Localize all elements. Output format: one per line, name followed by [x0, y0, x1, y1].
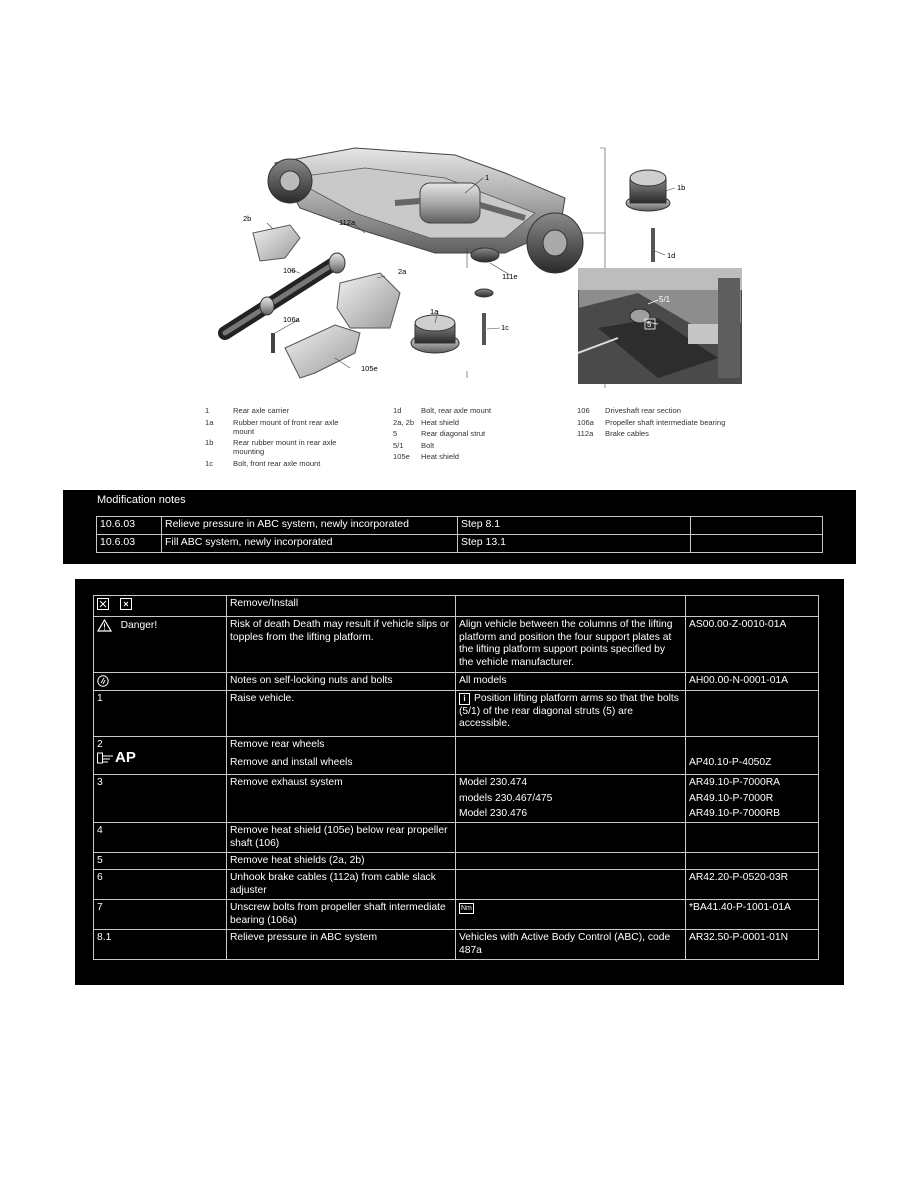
table-row [97, 517, 823, 535]
legend-item: 1b Rear rubber mount in rear axle mounting [205, 438, 337, 456]
step-action: Remove rear wheels [230, 739, 325, 750]
note-step-link[interactable]: Step 13.1 [458, 535, 691, 553]
figure-legend [205, 406, 765, 478]
table-row [94, 823, 819, 853]
collapse-icon[interactable] [120, 598, 132, 610]
step-action: Unscrew bolts from propeller shaft intermediate bearing (106a) [227, 900, 456, 930]
note-date: 10.6.03 [97, 535, 162, 553]
label-106: 106 [283, 266, 296, 275]
model-info: models 230.467/475 [459, 792, 553, 804]
step-action: Remove exhaust system [227, 775, 456, 823]
legend-item: 5 Rear diagonal strut [393, 429, 486, 438]
label-111e: 111e [502, 272, 518, 281]
legend-item: 1c Bolt, front rear axle mount [205, 458, 321, 468]
step-number: 7 [94, 900, 227, 930]
model-info: Model 230.474 [459, 777, 528, 788]
step-number: 4 [94, 823, 227, 853]
legend-item: 1d Bolt, rear axle mount [393, 406, 492, 415]
step-info: Vehicles with Active Body Control (ABC), code 487a [456, 930, 686, 960]
model-info: Model 230.476 [459, 808, 528, 819]
note-text: Relieve pressure in ABC system, newly incorporated [162, 517, 458, 535]
danger-label: Danger! [120, 620, 158, 632]
label-2a: 2a [398, 267, 407, 276]
step-number: 3 [94, 775, 227, 823]
step-number: 2 [97, 739, 103, 750]
step-ref-link[interactable]: AP40.10-P-4050Z [689, 756, 772, 768]
note-step-link[interactable]: Step 8.1 [458, 517, 691, 535]
step-action: Unhook brake cables (112a) from cable slack adjuster [227, 870, 456, 900]
step-action: Raise vehicle. [227, 691, 456, 737]
diagonal-strut-detail-photo [578, 268, 742, 384]
step-action: Relieve pressure in ABC system [227, 930, 456, 960]
legend-item: 2a, 2b Heat shield [393, 417, 459, 427]
legend-column-2 [393, 406, 547, 464]
legend-item: 112a Brake cables [577, 429, 649, 438]
label-112a: 112a [339, 218, 356, 227]
heat-shield-2b [253, 225, 300, 261]
table-row [94, 617, 819, 673]
bolt-1d [651, 228, 655, 262]
step-info: Position lifting platform arms so that the bolts (5/1) of the rear diagonal struts (5) are accessible. [459, 693, 679, 729]
modification-notes-panel [63, 490, 856, 564]
rear-axle-carrier [268, 148, 583, 273]
step-number: 1 [94, 691, 227, 737]
label-105e: 105e [361, 364, 378, 373]
table-row [94, 853, 819, 870]
procedure-table [93, 595, 819, 960]
legend-item: 105e Heat shield [393, 452, 459, 461]
step-number: 6 [94, 870, 227, 900]
legend-item: 106a Propeller shaft intermediate bearing [577, 417, 726, 427]
table-row [94, 930, 819, 960]
label-2b: 2b [243, 214, 252, 223]
step-number: 8.1 [94, 930, 227, 960]
step-ref-link[interactable]: AR42.20-P-0520-03R [686, 870, 819, 900]
step-action-sub: Remove and install wheels [230, 756, 353, 768]
warning-triangle-icon [97, 619, 112, 632]
step-action: Remove heat shields (2a, 2b) [227, 853, 456, 870]
bolt-1c [482, 313, 486, 345]
modification-notes-table [96, 516, 823, 553]
expand-icon[interactable] [97, 598, 109, 610]
legend-item: 1 Rear axle carrier [205, 406, 290, 415]
step-ref-link[interactable]: *BA41.40-P-1001-01A [686, 900, 819, 930]
table-row [94, 737, 819, 775]
heat-shield-105e [285, 325, 360, 378]
notes-info: All models [456, 673, 686, 691]
step-ref-link[interactable]: AR32.50-P-0001-01N [686, 930, 819, 960]
label-1d: 1d [667, 251, 676, 260]
legend-column-3 [577, 406, 765, 441]
heat-shield-2a [337, 273, 400, 328]
note-text: Fill ABC system, newly incorporated [162, 535, 458, 553]
step-action: Remove heat shield (105e) below rear propeller shaft (106) [227, 823, 456, 853]
modification-notes-title: Modification notes [97, 494, 186, 506]
legend-item: 106 Driveshaft rear section [577, 406, 681, 415]
mount-111e [475, 289, 493, 297]
danger-ref-link[interactable]: AS00.00-Z-0010-01A [686, 617, 819, 673]
notes-action: Notes on self-locking nuts and bolts [227, 673, 456, 691]
table-row [94, 870, 819, 900]
danger-info: Align vehicle between the columns of the lifting platform and position the four support plates at the lifting platform support points specified by the vehicle manufacturer. [456, 617, 686, 673]
rubber-mount-1b [626, 170, 670, 211]
label-1: 1 [485, 173, 490, 182]
label-1b: 1b [677, 183, 686, 192]
label-5-1: 5/1 [659, 295, 671, 304]
table-row [94, 673, 819, 691]
table-row [94, 596, 819, 617]
legend-column-1 [205, 406, 359, 470]
table-row [94, 691, 819, 737]
step-ref-link[interactable]: AR49.10-P-7000R [689, 792, 774, 804]
danger-text: Risk of death Death may result if vehicle slips or topples from the lifting platform. [227, 617, 456, 673]
legend-item: 1a Rubber mount of front rear axle mount [205, 417, 339, 436]
hand-pointer-icon [97, 752, 115, 764]
rubber-mount-1a [411, 315, 459, 353]
step-number: 5 [94, 853, 227, 870]
table-row [94, 900, 819, 930]
label-106a: 106a [283, 315, 300, 324]
table-row [94, 775, 819, 823]
step-ref-link[interactable]: AR49.10-P-7000RA [689, 777, 781, 788]
notes-ref-link[interactable]: AH00.00-N-0001-01A [686, 673, 819, 691]
table-row [97, 535, 823, 553]
label-1a: 1a [430, 307, 439, 316]
legend-item: 5/1 Bolt [393, 440, 435, 450]
label-5: 5 [647, 320, 652, 329]
header-icons [94, 596, 227, 617]
header-action: Remove/Install [227, 596, 456, 617]
note-date: 10.6.03 [97, 517, 162, 535]
label-1c: 1c [501, 323, 509, 332]
note-extra [691, 517, 823, 535]
note-extra [691, 535, 823, 553]
torque-nm-icon[interactable]: Nm [461, 905, 472, 912]
note-circle-icon [97, 675, 109, 687]
step-ref-link[interactable]: AR49.10-P-7000RB [689, 808, 781, 819]
procedure-panel [75, 579, 844, 985]
info-icon: i [459, 693, 470, 705]
ap-label: AP [115, 748, 136, 766]
